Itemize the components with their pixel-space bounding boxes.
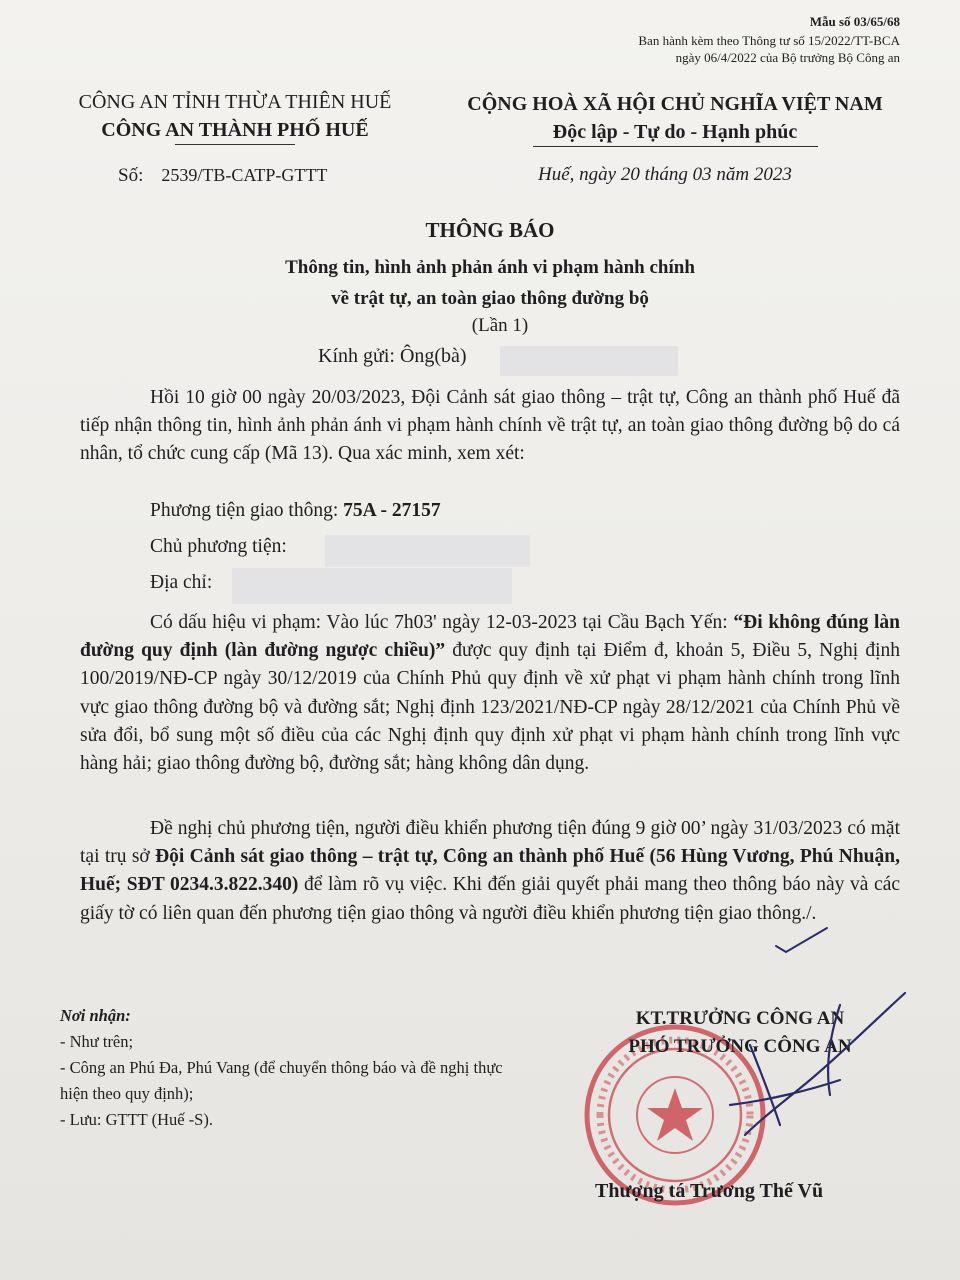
violation-lead: Có dấu hiệu vi phạm: Vào lúc 7h03' ngày 12-03-2023 tại Cầu Bạch Yến: [150,612,728,633]
address-line [150,572,212,594]
redacted-address [232,568,512,604]
national-header [440,90,910,147]
form-number: Mẫu số 03/65/68 [809,14,900,29]
request-paragraph [80,815,900,928]
violation-description: “Đi không đúng làn đường quy định (làn đường ngược chiều)” [80,612,901,662]
violation-paragraph [80,609,900,778]
notice-count: (Lần 1) [471,315,529,336]
doc-number-value: 2539/TB-CATP-GTTT [161,165,328,185]
doc-number-label: Số: [118,165,144,186]
handwritten-signature [690,985,920,1155]
doc-date: Huế, ngày 20 tháng 03 năm 2023 [538,164,792,185]
violation-legal-basis: được quy định tại Điểm đ, khoản 5, Điều 5, Nghị định 100/2019/NĐ-CP ngày 30/12/2019 của Chính Phủ quy định về xử phạt vi phạm hành chính trong lĩnh vực giao thông đường bộ và đường sắt; Nghị định 123/2021/NĐ-CP ngày 28/12/2021 của Chính Phủ về sửa đổi, bổ sung một số điều của các Nghị định quy định xử phạt vi phạm hành chính trong lĩnh vực hàng hải; giao thông đường bộ, đường sắt; hàng không dân dụng. [80,640,901,775]
agency-parent: CÔNG AN TỈNH THỪA THIÊN HUẾ [78,91,392,113]
vehicle-plate: 75A - 27157 [343,500,441,521]
recipient-item: - Công an Phú Đa, Phú Vang (để chuyển thông báo và đề nghị thực hiện theo quy định); [60,1058,503,1103]
recipients-block [60,1003,530,1133]
signature-position: PHÓ TRƯỞNG CÔNG AN [628,1036,852,1057]
redacted-recipient-name [500,346,678,376]
country-name: CỘNG HOÀ XÃ HỘI CHỦ NGHĨA VIỆT NAM [467,93,883,115]
recipient-item: - Lưu: GTTT (Huế -S). [60,1110,213,1129]
owner-line [150,536,287,558]
owner-label: Chủ phương tiện: [150,536,287,557]
issuing-agency [40,88,430,145]
intro-paragraph: Hồi 10 giờ 00 ngày 20/03/2023, Đội Cảnh sát giao thông – trật tự, Công an thành phố Huế đã tiếp nhận thông tin, hình ảnh phản ánh vi phạm hành chính về trật tự, an toàn giao thông đường bộ do cá nhân, tổ chức cung cấp (Mã 13). Qua xác minh, xem xét: [80,387,900,465]
doc-number [118,165,327,187]
agency-underline [175,144,295,145]
vehicle-line [150,500,441,522]
request-rest: để làm rõ vụ việc. Khi đến giải quyết phải mang theo thông báo này và các giấy tờ có liên quan đến phương tiện giao thông và người điều khiển phương tiện giao thông./. [80,874,901,924]
motto: Độc lập - Tự do - Hạnh phúc [552,121,798,143]
signer-name: Thượng tá Trương Thế Vũ [595,1180,824,1202]
doc-title: THÔNG BÁO [425,218,555,242]
recipients-heading: Nơi nhận: [60,1006,131,1025]
recipient-label: Kính gửi: Ông(bà) [318,345,467,367]
signature-title: KT.TRƯỞNG CÔNG AN [635,1008,845,1029]
form-note-line2: ngày 06/4/2022 của Bộ trưởng Bộ Công an [675,50,900,65]
agency-name: CÔNG AN THÀNH PHỐ HUẾ [101,119,369,141]
doc-subtitle [0,252,960,314]
form-note-line1: Ban hành kèm theo Thông tư số 15/2022/TT-BCA [638,33,900,48]
subtitle-line1: Thông tin, hình ảnh phản ánh vi phạm hành chính [285,257,695,278]
subtitle-line2: về trật tự, an toàn giao thông đường bộ [331,288,649,309]
request-office: Đội Cảnh sát giao thông – trật tự, Công an thành phố Huế (56 Hùng Vương, Phú Nhuận, Huế; SĐT 0234.3.822.340) [80,846,900,896]
vehicle-label: Phương tiện giao thông: [150,500,339,521]
request-lead: Đề nghị chủ phương tiện, người điều khiển phương tiện đúng 9 giờ 00’ ngày 31/03/2023 có mặt tại trụ sở [80,818,900,868]
motto-underline [533,146,818,147]
form-note [560,32,900,66]
recipient-item: - Như trên; [60,1032,134,1051]
recipient-line [318,345,467,368]
address-label: Địa chỉ: [150,572,213,593]
tick-mark [772,926,832,956]
redacted-owner-name [325,535,530,567]
